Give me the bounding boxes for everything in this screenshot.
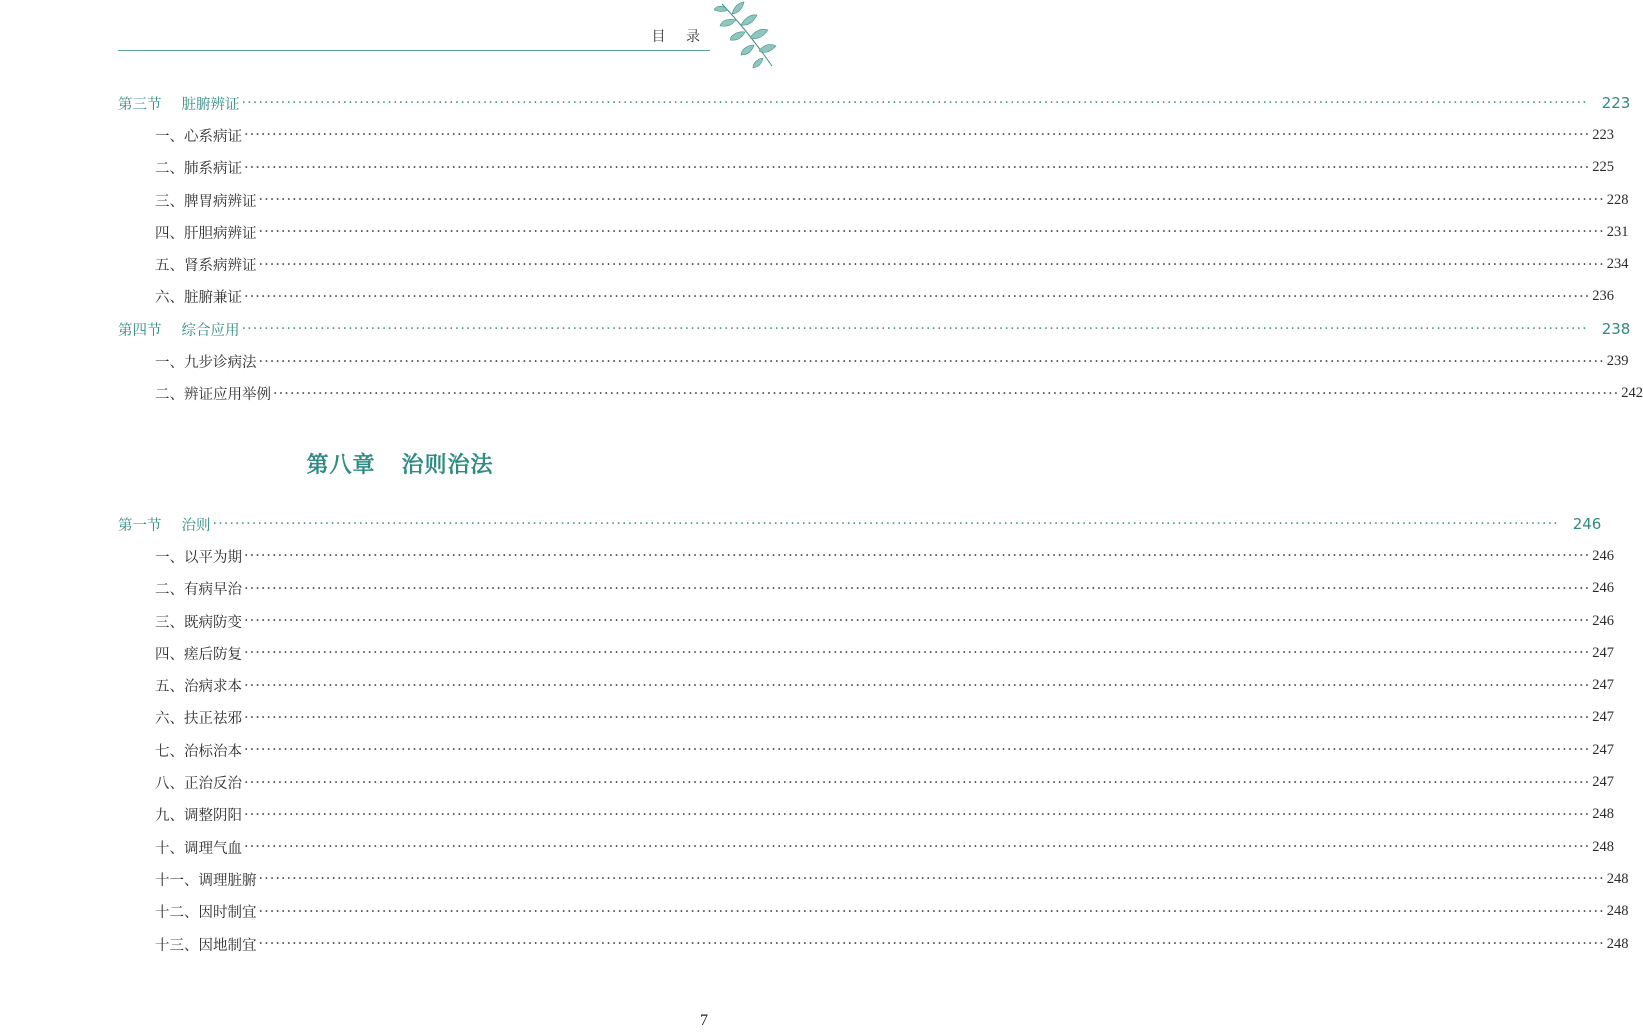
toc-item-title: 八、正治反治: [155, 776, 242, 793]
chapter-heading: [0, 448, 800, 479]
dot-leader: ················································································································································································································································: [244, 159, 1591, 176]
toc-item-title: 一、九步诊病法: [155, 355, 257, 372]
toc-page-number: 248: [1592, 838, 1614, 855]
dot-leader: ················································································································································································································································: [241, 95, 1588, 112]
toc-item-entry[interactable]: [118, 766, 1614, 798]
toc-page-number: 223: [1601, 94, 1631, 113]
page-number: 7: [700, 1012, 708, 1029]
toc-item-title: 二、肺系病证: [155, 161, 242, 178]
toc-page-number: 248: [1606, 935, 1629, 952]
toc-item-entry[interactable]: [118, 605, 1614, 637]
dot-leader: ················································································································································································································································: [258, 192, 1605, 209]
page-header: [118, 24, 710, 51]
dot-leader: ················································································································································································································································: [258, 224, 1605, 241]
toc-item-entry[interactable]: [118, 702, 1614, 734]
dot-leader: ················································································································································································································································: [244, 774, 1591, 791]
dot-leader: ················································································································································································································································: [244, 288, 1591, 305]
dot-leader: ················································································································································································································································: [244, 677, 1591, 694]
toc-page-number: 238: [1601, 320, 1631, 339]
toc-item-entry[interactable]: [118, 896, 1629, 928]
toc-item-title: 十、调理气血: [155, 840, 242, 857]
dot-leader: ················································································································································································································································: [244, 806, 1591, 823]
toc-item-entry[interactable]: [118, 831, 1614, 863]
dot-leader: ················································································································································································································································: [273, 385, 1620, 402]
toc-item-title: 二、有病早治: [155, 582, 242, 599]
toc-page-number: 247: [1592, 741, 1614, 758]
toc-item-entry[interactable]: [118, 119, 1614, 151]
toc-item-entry[interactable]: [118, 540, 1614, 572]
toc-page-number: 228: [1606, 191, 1629, 208]
toc-item-title: 四、肝胆病辨证: [155, 225, 257, 242]
chapter-title: 治则治法: [401, 452, 494, 478]
toc-page-number: 234: [1606, 256, 1629, 273]
toc-page-number: 246: [1592, 547, 1614, 564]
toc-item-entry[interactable]: [118, 248, 1629, 280]
toc-item-title: 四、瘥后防复: [155, 646, 242, 663]
toc-page-number: 239: [1606, 353, 1629, 370]
section-number: 第一节: [118, 517, 162, 534]
toc-item-title: 五、肾系病辨证: [155, 258, 257, 275]
toc-item-title: 六、扶正祛邪: [155, 711, 242, 728]
dot-leader: ················································································································································································································································: [244, 709, 1591, 726]
toc-item-title: 六、脏腑兼证: [155, 290, 242, 307]
toc-item-entry[interactable]: [118, 799, 1614, 831]
toc-section-label: [118, 319, 242, 340]
dot-leader: ················································································································································································································································: [244, 742, 1591, 759]
section-title: 综合应用: [181, 322, 240, 339]
toc-item-entry[interactable]: [118, 345, 1629, 377]
toc-item-entry[interactable]: [118, 734, 1614, 766]
toc-item-title: 三、既病防变: [155, 614, 242, 631]
toc-item-title: 二、辨证应用举例: [155, 387, 271, 404]
toc-section-entry[interactable]: [118, 313, 1631, 345]
toc-item-entry[interactable]: [118, 928, 1629, 960]
dot-leader: ················································································································································································································································: [244, 548, 1591, 565]
toc-list-part1: [118, 87, 1643, 410]
chapter-number: 第八章: [306, 452, 376, 478]
toc-item-title: 十三、因地制宜: [155, 937, 257, 954]
section-title: 治则: [181, 517, 211, 534]
toc-item-entry[interactable]: [118, 669, 1614, 701]
toc-page-number: 247: [1592, 774, 1614, 791]
toc-section-entry[interactable]: [118, 87, 1631, 119]
toc-item-title: 九、调整阴阳: [155, 808, 242, 825]
dot-leader: ················································································································································································································································: [244, 613, 1591, 630]
dot-leader: ················································································································································································································································: [244, 645, 1591, 662]
toc-item-title: 七、治标治本: [155, 743, 242, 760]
toc-item-entry[interactable]: [118, 637, 1614, 669]
toc-section-label: [118, 93, 242, 114]
dot-leader: ················································································································································································································································: [258, 936, 1605, 952]
toc-item-entry[interactable]: [118, 863, 1629, 895]
toc-page-number: 246: [1572, 515, 1602, 534]
toc-page-number: 246: [1592, 580, 1614, 597]
dot-leader: ················································································································································································································································: [244, 127, 1591, 144]
toc-page-number: 231: [1606, 223, 1629, 240]
toc-section-label: [118, 514, 213, 535]
toc-page-number: 248: [1592, 806, 1614, 823]
toc-page-number: 246: [1592, 612, 1614, 629]
toc-item-title: 十二、因时制宜: [155, 905, 257, 922]
toc-item-entry[interactable]: [118, 184, 1629, 216]
dot-leader: ················································································································································································································································: [244, 839, 1591, 856]
section-number: 第三节: [118, 96, 162, 113]
toc-page-number: 247: [1592, 644, 1614, 661]
section-title: 脏腑辨证: [181, 96, 240, 113]
toc-item-entry[interactable]: [118, 573, 1614, 605]
toc-list-part2: [118, 508, 1629, 960]
header-title: 目 录: [651, 29, 708, 45]
toc-page-number: 225: [1592, 159, 1614, 176]
toc-item-title: 五、治病求本: [155, 679, 242, 696]
toc-item-entry[interactable]: [118, 152, 1614, 184]
dot-leader: ················································································································································································································································: [244, 580, 1591, 597]
toc-item-entry[interactable]: [118, 216, 1629, 248]
toc-item-entry[interactable]: [118, 281, 1614, 313]
toc-page-number: 236: [1592, 288, 1614, 305]
toc-item-title: 三、脾胃病辨证: [155, 193, 257, 210]
leaf-branch-icon: [712, 0, 782, 70]
dot-leader: ················································································································································································································································: [258, 256, 1605, 273]
dot-leader: ················································································································································································································································: [258, 871, 1605, 888]
toc-page-number: 247: [1592, 709, 1614, 726]
toc-page-number: 247: [1592, 677, 1614, 694]
toc-page-number: 242: [1621, 385, 1643, 402]
dot-leader: ················································································································································································································································: [212, 516, 1559, 533]
dot-leader: ················································································································································································································································: [258, 353, 1605, 370]
dot-leader: ················································································································································································································································: [258, 903, 1605, 920]
toc-item-title: 一、以平为期: [155, 549, 242, 566]
toc-item-entry[interactable]: [118, 378, 1643, 410]
toc-page-number: 248: [1606, 870, 1629, 887]
toc-item-title: 一、心系病证: [155, 128, 242, 145]
dot-leader: ················································································································································································································································: [241, 321, 1588, 338]
toc-item-title: 十一、调理脏腑: [155, 872, 257, 889]
toc-page-number: 223: [1592, 126, 1614, 143]
section-number: 第四节: [118, 322, 162, 339]
toc-page-number: 248: [1606, 903, 1629, 920]
toc-section-entry[interactable]: [118, 508, 1602, 540]
